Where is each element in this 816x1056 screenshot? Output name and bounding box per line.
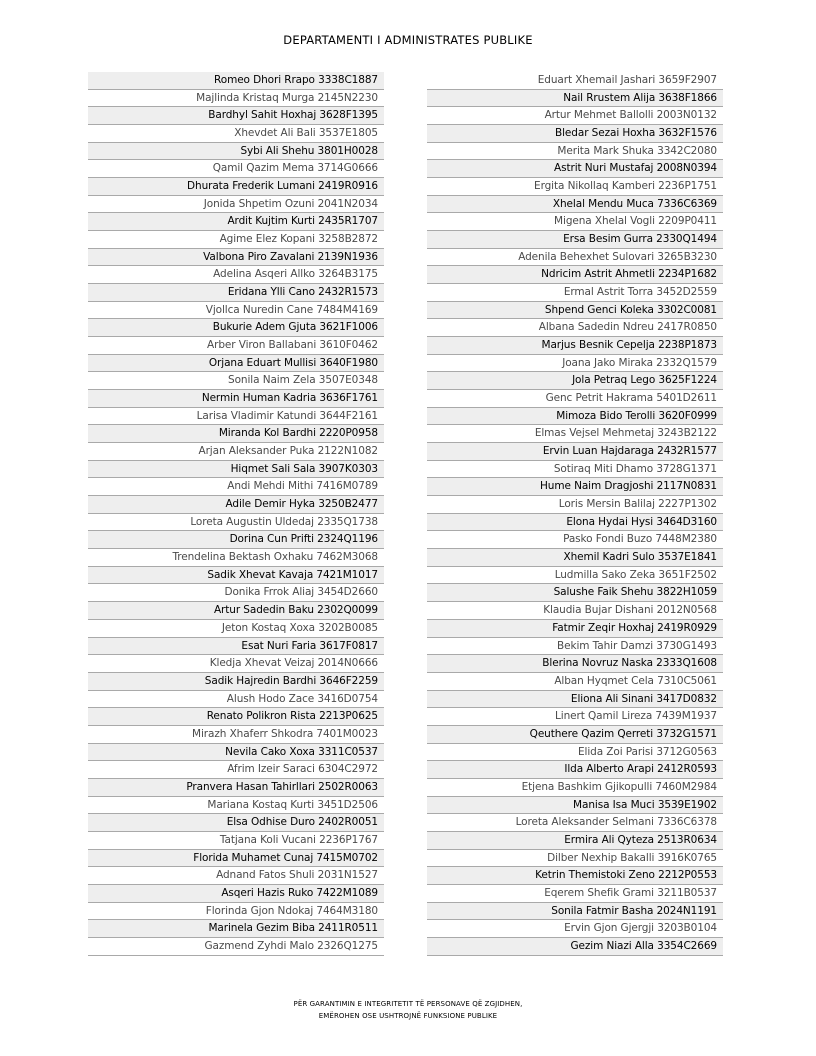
page-footer: [0, 998, 816, 1022]
list-item: Ketrin Themistoki Zeno 2212P0553: [427, 867, 723, 885]
list-item: Eridana Ylli Cano 2432R1573: [88, 284, 384, 302]
list-item: Ilda Alberto Arapi 2412R0593: [427, 761, 723, 779]
list-item: Ervin Luan Hajdaraga 2432R1577: [427, 443, 723, 461]
list-item: Sadik Xhevat Kavaja 7421M1017: [88, 567, 384, 585]
list-item: Bukurie Adem Gjuta 3621F1006: [88, 319, 384, 337]
list-item: Bekim Tahir Damzi 3730G1493: [427, 638, 723, 656]
list-item: Migena Xhelal Vogli 2209P0411: [427, 213, 723, 231]
list-item: Florida Muhamet Cunaj 7415M0702: [88, 850, 384, 868]
list-item: Jonida Shpetim Ozuni 2041N2034: [88, 196, 384, 214]
list-item: Eqerem Shefik Grami 3211B0537: [427, 885, 723, 903]
list-item: Pasko Fondi Buzo 7448M2380: [427, 531, 723, 549]
list-item: Artur Mehmet Ballolli 2003N0132: [427, 107, 723, 125]
list-item: Pranvera Hasan Tahirllari 2502R0063: [88, 779, 384, 797]
list-item: Nail Rrustem Alija 3638F1866: [427, 90, 723, 108]
list-item: Mimoza Bido Terolli 3620F0999: [427, 408, 723, 426]
list-item: Dhurata Frederik Lumani 2419R0916: [88, 178, 384, 196]
footer-line-2: EMËROHEN OSE USHTROJNË FUNKSIONE PUBLIKE: [318, 1012, 498, 1020]
list-item: Mariana Kostaq Kurti 3451D2506: [88, 797, 384, 815]
left-name-list: [88, 72, 384, 956]
list-item: Blerina Novruz Naska 2333Q1608: [427, 655, 723, 673]
list-item: Orjana Eduart Mullisi 3640F1980: [88, 355, 384, 373]
list-item: Eliona Ali Sinani 3417D0832: [427, 691, 723, 709]
list-item: Xhelal Mendu Muca 7336C6369: [427, 196, 723, 214]
list-item: Klaudia Bujar Dishani 2012N0568: [427, 602, 723, 620]
list-item: Bledar Sezai Hoxha 3632F1576: [427, 125, 723, 143]
list-item: Sadik Hajredin Bardhi 3646F2259: [88, 673, 384, 691]
list-item: Sybi Ali Shehu 3801H0028: [88, 143, 384, 161]
list-item: Miranda Kol Bardhi 2220P0958: [88, 425, 384, 443]
list-item: Adenila Behexhet Sulovari 3265B3230: [427, 249, 723, 267]
list-item: Arber Viron Ballabani 3610F0462: [88, 337, 384, 355]
list-item: Joana Jako Miraka 2332Q1579: [427, 355, 723, 373]
footer-line-1: PËR GARANTIMIN E INTEGRITETIT TË PERSONAVE QË ZGJIDHEN,: [293, 1000, 523, 1008]
list-item: Hume Naim Dragjoshi 2117N0831: [427, 478, 723, 496]
list-item: Ergita Nikollaq Kamberi 2236P1751: [427, 178, 723, 196]
list-item: Ardit Kujtim Kurti 2435R1707: [88, 213, 384, 231]
list-item: Eduart Xhemail Jashari 3659F2907: [427, 72, 723, 90]
right-name-list: [427, 72, 723, 956]
list-item: Sonila Fatmir Basha 2024N1191: [427, 903, 723, 921]
list-item: Kledja Xhevat Veizaj 2014N0666: [88, 655, 384, 673]
list-item: Adelina Asqeri Allko 3264B3175: [88, 266, 384, 284]
list-item: Renato Polikron Rista 2213P0625: [88, 708, 384, 726]
list-item: Bardhyl Sahit Hoxhaj 3628F1395: [88, 107, 384, 125]
list-item: Nermin Human Kadria 3636F1761: [88, 390, 384, 408]
list-item: Esat Nuri Faria 3617F0817: [88, 638, 384, 656]
list-item: Dorina Cun Prifti 2324Q1196: [88, 531, 384, 549]
list-item: Artur Sadedin Baku 2302Q0099: [88, 602, 384, 620]
list-item: Shpend Genci Koleka 3302C0081: [427, 302, 723, 320]
list-item: Marinela Gezim Biba 2411R0511: [88, 920, 384, 938]
list-item: Sonila Naim Zela 3507E0348: [88, 372, 384, 390]
list-item: Etjena Bashkim Gjikopulli 7460M2984: [427, 779, 723, 797]
list-item: Nevila Cako Xoxa 3311C0537: [88, 744, 384, 762]
list-item: Romeo Dhori Rrapo 3338C1887: [88, 72, 384, 90]
list-item: Elmas Vejsel Mehmetaj 3243B2122: [427, 425, 723, 443]
list-item: Valbona Piro Zavalani 2139N1936: [88, 249, 384, 267]
list-item: Ermira Ali Qyteza 2513R0634: [427, 832, 723, 850]
list-item: Alush Hodo Zace 3416D0754: [88, 691, 384, 709]
list-item: Manisa Isa Muci 3539E1902: [427, 797, 723, 815]
list-item: Gezim Niazi Alla 3354C2669: [427, 938, 723, 956]
list-item: Dilber Nexhip Bakalli 3916K0765: [427, 850, 723, 868]
list-item: Sotiraq Miti Dhamo 3728G1371: [427, 461, 723, 479]
list-item: Linert Qamil Lireza 7439M1937: [427, 708, 723, 726]
list-item: Albana Sadedin Ndreu 2417R0850: [427, 319, 723, 337]
list-item: Jeton Kostaq Xoxa 3202B0085: [88, 620, 384, 638]
list-item: Loreta Augustin Uldedaj 2335Q1738: [88, 514, 384, 532]
list-item: Elida Zoi Parisi 3712G0563: [427, 744, 723, 762]
list-item: Ersa Besim Gurra 2330Q1494: [427, 231, 723, 249]
list-item: Trendelina Bektash Oxhaku 7462M3068: [88, 549, 384, 567]
list-item: Loris Mersin Balilaj 2227P1302: [427, 496, 723, 514]
list-item: Donika Frrok Aliaj 3454D2660: [88, 584, 384, 602]
list-item: Marjus Besnik Cepelja 2238P1873: [427, 337, 723, 355]
list-item: Agime Elez Kopani 3258B2872: [88, 231, 384, 249]
list-item: Vjollca Nuredin Cane 7484M4169: [88, 302, 384, 320]
list-item: Xhevdet Ali Bali 3537E1805: [88, 125, 384, 143]
list-item: Xhemil Kadri Sulo 3537E1841: [427, 549, 723, 567]
list-item: Jola Petraq Lego 3625F1224: [427, 372, 723, 390]
list-item: Elsa Odhise Duro 2402R0051: [88, 814, 384, 832]
list-item: Majlinda Kristaq Murga 2145N2230: [88, 90, 384, 108]
list-item: Adnand Fatos Shuli 2031N1527: [88, 867, 384, 885]
list-item: Tatjana Koli Vucani 2236P1767: [88, 832, 384, 850]
list-item: Ndricim Astrit Ahmetli 2234P1682: [427, 266, 723, 284]
list-item: Fatmir Zeqir Hoxhaj 2419R0929: [427, 620, 723, 638]
list-item: Salushe Faik Shehu 3822H1059: [427, 584, 723, 602]
list-item: Hiqmet Sali Sala 3907K0303: [88, 461, 384, 479]
list-item: Arjan Aleksander Puka 2122N1082: [88, 443, 384, 461]
list-item: Asqeri Hazis Ruko 7422M1089: [88, 885, 384, 903]
list-item: Afrim Izeir Saraci 6304C2972: [88, 761, 384, 779]
list-item: Ludmilla Sako Zeka 3651F2502: [427, 567, 723, 585]
list-item: Loreta Aleksander Selmani 7336C6378: [427, 814, 723, 832]
list-item: Qamil Qazim Mema 3714G0666: [88, 160, 384, 178]
list-item: Genc Petrit Hakrama 5401D2611: [427, 390, 723, 408]
list-item: Elona Hydai Hysi 3464D3160: [427, 514, 723, 532]
page-title: DEPARTAMENTI I ADMINISTRATES PUBLIKE: [283, 33, 533, 47]
list-item: Adile Demir Hyka 3250B2477: [88, 496, 384, 514]
list-item: Astrit Nuri Mustafaj 2008N0394: [427, 160, 723, 178]
list-item: Ervin Gjon Gjergji 3203B0104: [427, 920, 723, 938]
list-item: Merita Mark Shuka 3342C2080: [427, 143, 723, 161]
list-item: Florinda Gjon Ndokaj 7464M3180: [88, 903, 384, 921]
list-item: Mirazh Xhaferr Shkodra 7401M0023: [88, 726, 384, 744]
list-item: Ermal Astrit Torra 3452D2559: [427, 284, 723, 302]
list-item: Larisa Vladimir Katundi 3644F2161: [88, 408, 384, 426]
list-item: Gazmend Zyhdi Malo 2326Q1275: [88, 938, 384, 956]
list-item: Qeuthere Qazim Qerreti 3732G1571: [427, 726, 723, 744]
list-item: Alban Hyqmet Cela 7310C5061: [427, 673, 723, 691]
list-item: Andi Mehdi Mithi 7416M0789: [88, 478, 384, 496]
